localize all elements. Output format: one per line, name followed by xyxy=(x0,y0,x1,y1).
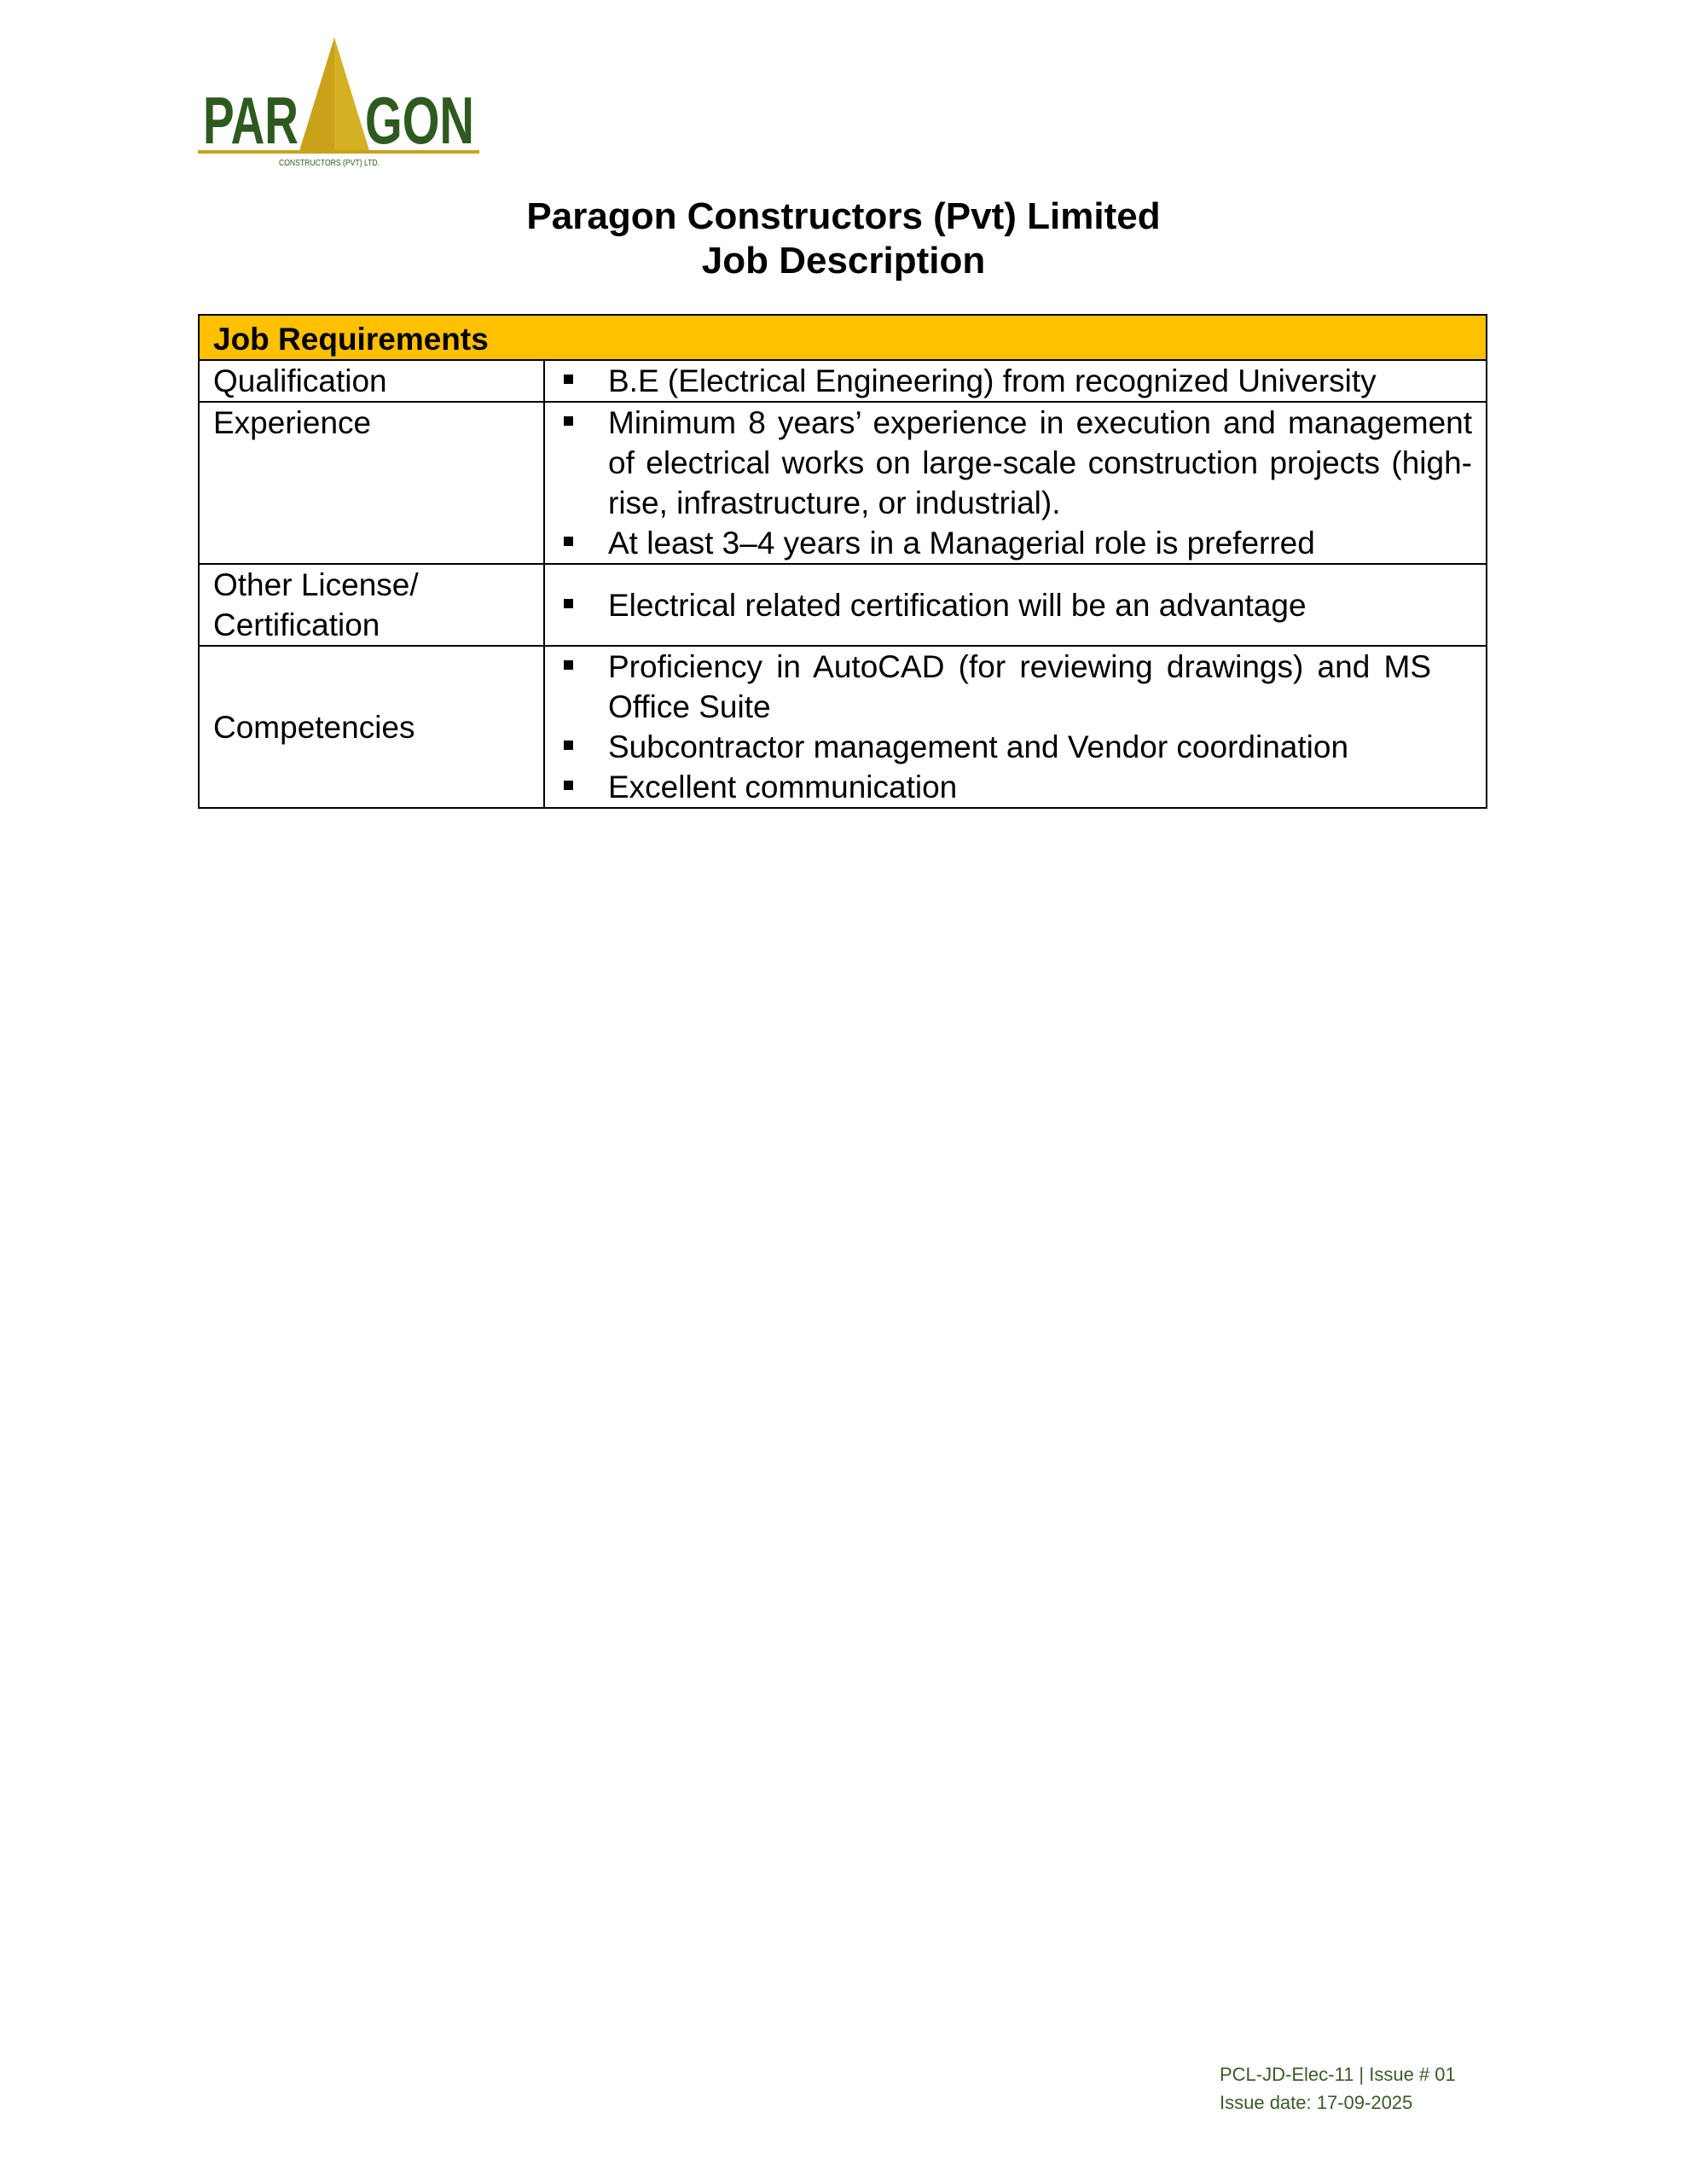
logo-text-left: PAR xyxy=(203,83,299,158)
document-title: Job Description xyxy=(701,240,986,282)
list-item: Minimum 8 years’ experience in execution and management of electrical works on large-scale construction projects (high-rise, infrastructure, or industrial). xyxy=(559,403,1472,523)
row-details xyxy=(544,646,1487,808)
row-label: Other License/ Certification xyxy=(199,564,544,646)
square-bullet-icon xyxy=(564,741,573,750)
company-logo xyxy=(198,34,479,171)
row-label: Experience xyxy=(199,402,544,564)
row-details xyxy=(544,402,1487,564)
square-bullet-icon xyxy=(564,599,573,608)
logo-text-right: GON xyxy=(365,83,474,158)
list-item: Excellent communication xyxy=(559,767,1472,807)
bullet-list xyxy=(559,585,1472,625)
table-header-row xyxy=(199,315,1487,360)
logo-subtext: CONSTRUCTORS (PVT) LTD. xyxy=(279,159,380,168)
square-bullet-icon xyxy=(564,537,573,546)
paragon-logo-graphic xyxy=(198,34,479,171)
square-bullet-icon xyxy=(564,660,573,670)
row-details xyxy=(544,564,1487,646)
row-label: Qualification xyxy=(199,360,544,402)
table-row-experience xyxy=(199,402,1487,564)
table-row-competencies xyxy=(199,646,1487,808)
list-item: Proficiency in AutoCAD (for reviewing drawings) and MS Office Suite xyxy=(559,647,1472,727)
page-footer xyxy=(1220,2060,1456,2117)
list-item: Subcontractor management and Vendor coordination xyxy=(559,727,1472,767)
bullet-list xyxy=(559,361,1472,401)
issue-date: Issue date: 17-09-2025 xyxy=(1220,2092,1413,2113)
table-row-license xyxy=(199,564,1487,646)
list-item: B.E (Electrical Engineering) from recognized University xyxy=(559,361,1472,401)
bullet-list xyxy=(559,403,1472,563)
table-heading: Job Requirements xyxy=(199,315,1487,360)
bullet-list xyxy=(559,647,1472,807)
row-details xyxy=(544,360,1487,402)
square-bullet-icon xyxy=(564,375,573,384)
square-bullet-icon xyxy=(564,781,573,790)
document-reference: PCL-JD-Elec-11 | Issue # 01 xyxy=(1220,2064,1456,2085)
list-item: Electrical related certification will be an advantage xyxy=(559,585,1472,625)
company-name: Paragon Constructors (Pvt) Limited xyxy=(526,195,1161,237)
list-item: At least 3–4 years in a Managerial role is preferred xyxy=(559,523,1472,563)
job-requirements-table xyxy=(198,314,1487,809)
table-row-qualification xyxy=(199,360,1487,402)
square-bullet-icon xyxy=(564,416,573,426)
row-label: Competencies xyxy=(199,646,544,808)
